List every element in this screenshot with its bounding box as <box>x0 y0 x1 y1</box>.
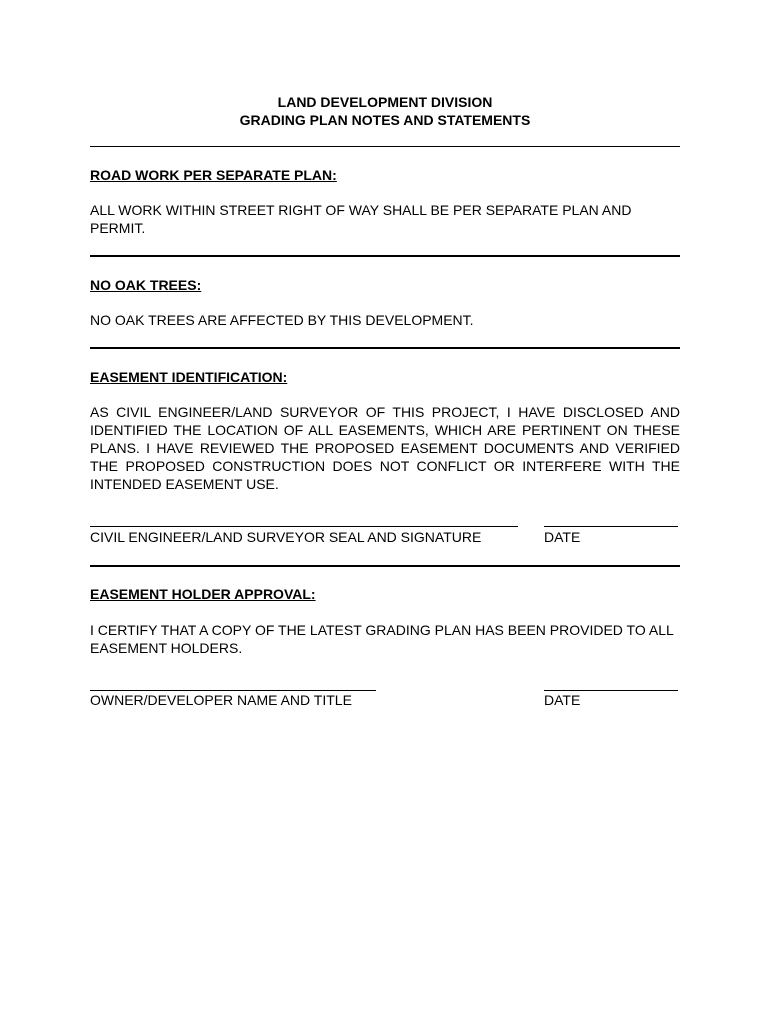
easement-holder-heading: EASEMENT HOLDER APPROVAL: <box>90 586 316 602</box>
oak-trees-heading: NO OAK TREES: <box>90 277 202 293</box>
owner-date-label: DATE <box>544 692 581 708</box>
owner-signature-label: OWNER/DEVELOPER NAME AND TITLE <box>90 692 352 708</box>
division-title: LAND DEVELOPMENT DIVISION <box>277 94 493 110</box>
engineer-date-line <box>544 526 678 527</box>
road-work-heading: ROAD WORK PER SEPARATE PLAN: <box>90 167 337 183</box>
header-divider <box>90 146 680 147</box>
oak-trees-text: NO OAK TREES ARE AFFECTED BY THIS DEVELOPMENT. <box>90 312 474 328</box>
easement-identification-heading: EASEMENT IDENTIFICATION: <box>90 369 288 385</box>
engineer-signature-label: CIVIL ENGINEER/LAND SURVEYOR SEAL AND SIGNATURE <box>90 529 482 545</box>
section-divider <box>90 255 680 257</box>
engineer-date-label: DATE <box>544 529 581 545</box>
engineer-signature-line <box>90 526 518 527</box>
section-divider <box>90 347 680 349</box>
easement-identification-text: AS CIVIL ENGINEER/LAND SURVEYOR OF THIS PROJECT, I HAVE DISCLOSED AND IDENTIFIED THE LOCATION OF ALL EASEMENTS, WHICH ARE PERTINENT ON THESE PLANS. I HAVE REVIEWED THE PROPOSED EASEMENT DOCUMENTS AND VERIFIED THE PROPOSED CONSTRUCTION DOES NOT CONFLICT OR INTERFERE WITH THE INTENDED EASEMENT USE. <box>90 404 680 492</box>
easement-holder-text: I CERTIFY THAT A COPY OF THE LATEST GRADING PLAN HAS BEEN PROVIDED TO ALL EASEMENT HOLDERS. <box>90 622 674 656</box>
section-divider <box>90 565 680 567</box>
document-title: GRADING PLAN NOTES AND STATEMENTS <box>239 112 531 128</box>
road-work-text: ALL WORK WITHIN STREET RIGHT OF WAY SHALL BE PER SEPARATE PLAN AND PERMIT. <box>90 202 632 236</box>
